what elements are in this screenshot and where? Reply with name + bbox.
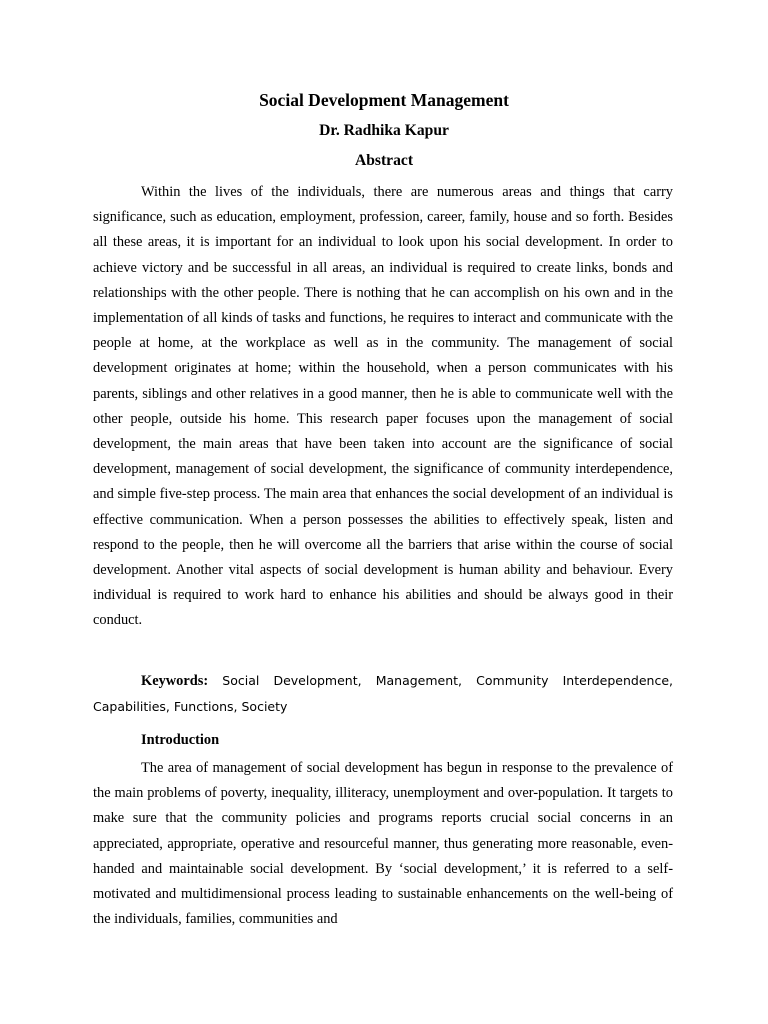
- introduction-paragraph: The area of management of social development has begun in response to the prevalence of the main problems of poverty, inequality, illiteracy, unemployment and over-population. It targets to make sure that the community policies and programs reports crucial social concerns in an appreciated, appropriate, operative and resourceful manner, thus generating more reasonable, even-handed and maintainable social development. By ‘social development,’ it is referred to a self-motivated and multidimensional process leading to sustainable enhancements on the well-being of the individuals, families, communities and: [93, 760, 673, 928]
- author-name: Dr. Radhika Kapur: [319, 122, 449, 139]
- abstract-paragraph: Within the lives of the individuals, there are numerous areas and things that carry significance, such as education, employment, profession, career, family, house and so forth. Besides all these areas, it is important for an individual to look upon his social development. In order to achieve victory and be successful in all areas, an individual is required to create links, bonds and relationships with the other people. There is nothing that he can accomplish on his own and in the implementation of all kinds of tasks and functions, he requires to interact and communicate with the people at home, at the workplace as well as in the community. The management of social development originates at home; within the household, when a person communicates with his parents, siblings and other relatives in a good manner, then he is able to communicate well with the other people, outside his home. This research paper focuses upon the management of social development, the main areas that have been taken into account are the significance of social development, management of social development, the significance of community interdependence, and simple five-step process. The main area that enhances the social development of an individual is effective communication. When a person possesses the abilities to effectively speak, listen and respond to the people, then he will overcome all the barriers that arise within the course of social development. Another vital aspects of social development is human ability and behaviour. Every individual is required to work hard to enhance his abilities and should be always good in their conduct.: [93, 184, 673, 629]
- keywords-paragraph: [93, 668, 673, 720]
- introduction-heading: Introduction: [141, 732, 220, 748]
- abstract-heading: Abstract: [354, 152, 414, 169]
- keywords-label: Keywords:: [141, 673, 209, 689]
- paper-title: Social Development Management: [259, 90, 509, 110]
- keywords-list: Social Development, Management, Community Interdependence, Capabilities, Functions, Society: [93, 673, 673, 715]
